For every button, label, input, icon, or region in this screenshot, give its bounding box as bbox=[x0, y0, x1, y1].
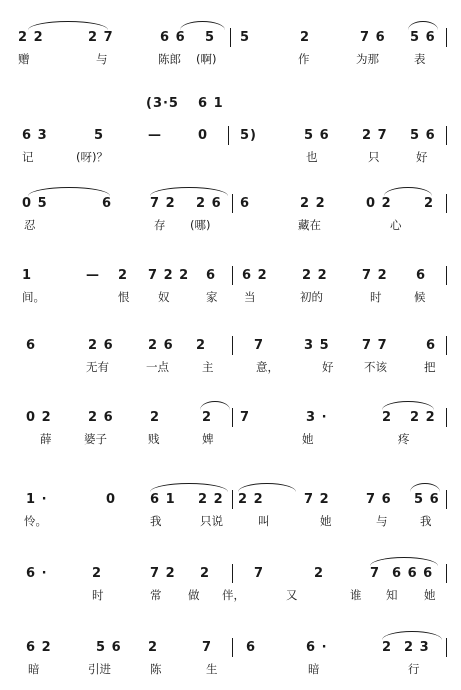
score-line bbox=[0, 492, 461, 552]
note-group: 2 6 bbox=[148, 338, 174, 353]
slur bbox=[150, 187, 228, 196]
note-group: 6 bbox=[206, 268, 217, 283]
lyric: 为那 bbox=[356, 52, 379, 66]
note-group: 6 bbox=[102, 196, 113, 211]
note-group: 6 2 bbox=[26, 640, 52, 655]
note-group: 2 7 bbox=[362, 128, 388, 143]
note-group: 2 2 bbox=[18, 30, 44, 45]
lyric: 时 bbox=[370, 290, 382, 304]
note-group: 0 5 bbox=[22, 196, 48, 211]
note-group: 6 6 bbox=[160, 30, 186, 45]
note-group: 7 bbox=[202, 640, 213, 655]
note-group: 2 2 bbox=[238, 492, 264, 507]
lyric: 记 bbox=[22, 150, 34, 164]
score-line bbox=[0, 268, 461, 328]
note-group: 0 2 bbox=[26, 410, 52, 425]
score-line bbox=[0, 566, 461, 626]
note-group: 7 2 bbox=[150, 196, 176, 211]
lyric: 藏在 bbox=[298, 218, 321, 232]
lyric: 薛 bbox=[40, 432, 52, 446]
note-group: 2 bbox=[118, 268, 129, 283]
note-group: 5 6 bbox=[304, 128, 330, 143]
lyric: 间。 bbox=[22, 290, 45, 304]
score-line bbox=[0, 338, 461, 398]
lyric: 恨 bbox=[118, 290, 130, 304]
lyric: 一点 bbox=[146, 360, 169, 374]
lyric: 常 bbox=[150, 588, 162, 602]
lyric: 只 bbox=[368, 150, 380, 164]
lyric: 存 bbox=[154, 218, 166, 232]
lyric: 陈郎 bbox=[158, 52, 181, 66]
score-line bbox=[0, 196, 461, 256]
lyric: 只说 bbox=[200, 514, 223, 528]
lyric: 疼 bbox=[398, 432, 410, 446]
note-group: 2 7 bbox=[88, 30, 114, 45]
note-group: 6 bbox=[246, 640, 257, 655]
note-group: 2 bbox=[314, 566, 325, 581]
lyric: 与 bbox=[376, 514, 388, 528]
lyric: (啊) bbox=[196, 52, 217, 66]
note-group: 5 bbox=[94, 128, 105, 143]
note-group: 2 bbox=[382, 640, 393, 655]
bar-line bbox=[232, 336, 233, 355]
note-group: 3 5 bbox=[304, 338, 330, 353]
note-group: 2 3 bbox=[404, 640, 430, 655]
lyric: 意， bbox=[256, 360, 279, 374]
lyric: 当 bbox=[244, 290, 256, 304]
note-group: 1 · bbox=[26, 492, 48, 507]
note-group: 6 bbox=[426, 338, 437, 353]
lyric: 谁 bbox=[350, 588, 362, 602]
score-line bbox=[0, 128, 461, 188]
lyric: 伴， bbox=[222, 588, 245, 602]
lyric: 也 bbox=[306, 150, 318, 164]
slur bbox=[180, 21, 225, 30]
bar-line bbox=[446, 490, 447, 509]
bar-line bbox=[232, 266, 233, 285]
lyric: (呀)？ bbox=[76, 150, 108, 164]
score-line bbox=[0, 30, 461, 90]
bar-line bbox=[446, 194, 447, 213]
note-group: 7 bbox=[240, 410, 251, 425]
lyric: 表 bbox=[414, 52, 426, 66]
lyric: 初的 bbox=[300, 290, 323, 304]
note-group: 2 6 bbox=[196, 196, 222, 211]
note-group: 7 2 bbox=[150, 566, 176, 581]
note-group: 5 6 bbox=[414, 492, 440, 507]
lyric: 心 bbox=[390, 218, 402, 232]
slur bbox=[28, 21, 108, 30]
lyric: 忍 bbox=[24, 218, 36, 232]
note-group: 6 bbox=[416, 268, 427, 283]
note-group: 2 bbox=[150, 410, 161, 425]
slur bbox=[238, 483, 296, 492]
bar-line bbox=[232, 408, 233, 427]
lyric: 候 bbox=[414, 290, 426, 304]
note-group: 5 6 bbox=[410, 30, 436, 45]
lyric: 我 bbox=[150, 514, 162, 528]
note-group: 6 bbox=[240, 196, 251, 211]
score-line bbox=[0, 640, 461, 690]
note-group: 7 2 bbox=[362, 268, 388, 283]
bar-line bbox=[446, 408, 447, 427]
slur bbox=[382, 401, 434, 410]
lyric: 家 bbox=[206, 290, 218, 304]
slur bbox=[408, 21, 438, 30]
note-group: (3·5 bbox=[146, 96, 179, 111]
lyric: 生 bbox=[206, 662, 218, 676]
score-line bbox=[0, 410, 461, 470]
note-group: 2 bbox=[202, 410, 213, 425]
note-group: 6 1 bbox=[198, 96, 224, 111]
lyric: 贱 bbox=[148, 432, 160, 446]
bar-line bbox=[230, 28, 231, 47]
lyric: 引进 bbox=[88, 662, 111, 676]
lyric: 做 bbox=[188, 588, 200, 602]
bar-line bbox=[446, 638, 447, 657]
lyric: 她 bbox=[302, 432, 314, 446]
note-group: 0 bbox=[106, 492, 117, 507]
lyric: 叫 bbox=[258, 514, 270, 528]
note-group: 2 2 bbox=[410, 410, 436, 425]
lyric: 婆子 bbox=[84, 432, 107, 446]
note-group: 2 bbox=[382, 410, 393, 425]
slur bbox=[382, 631, 442, 640]
note-group: 5 bbox=[240, 30, 251, 45]
slur bbox=[150, 483, 228, 492]
lyric: 暗 bbox=[28, 662, 40, 676]
bar-line bbox=[232, 638, 233, 657]
note-group: 6 · bbox=[306, 640, 328, 655]
lyric: 行 bbox=[408, 662, 420, 676]
note-group: 7 bbox=[370, 566, 381, 581]
note-group: 2 bbox=[196, 338, 207, 353]
note-group: 2 6 bbox=[88, 410, 114, 425]
note-group: 6 · bbox=[26, 566, 48, 581]
bar-line bbox=[232, 564, 233, 583]
lyric: 奴 bbox=[158, 290, 170, 304]
note-group: 5) bbox=[240, 128, 257, 143]
note-group: 5 6 bbox=[96, 640, 122, 655]
lyric: 把 bbox=[424, 360, 436, 374]
slur bbox=[410, 483, 440, 492]
note-group: 0 bbox=[198, 128, 209, 143]
bar-line bbox=[446, 564, 447, 583]
lyric: 无有 bbox=[86, 360, 109, 374]
note-group: 5 6 bbox=[410, 128, 436, 143]
bar-line bbox=[446, 336, 447, 355]
note-group: — bbox=[148, 128, 162, 143]
slur bbox=[370, 557, 438, 566]
note-group: 2 2 bbox=[302, 268, 328, 283]
note-group: 7 bbox=[254, 566, 265, 581]
lyric: 赠 bbox=[18, 52, 30, 66]
note-group: 2 bbox=[424, 196, 435, 211]
note-group: 3 · bbox=[306, 410, 328, 425]
slur bbox=[28, 187, 110, 196]
lyric: 婢 bbox=[202, 432, 214, 446]
lyric: 不该 bbox=[364, 360, 387, 374]
lyric: 作 bbox=[298, 52, 310, 66]
slur bbox=[200, 401, 230, 410]
lyric: 我 bbox=[420, 514, 432, 528]
note-group: 2 bbox=[148, 640, 159, 655]
lyric: 她 bbox=[424, 588, 436, 602]
note-group: 6 3 bbox=[22, 128, 48, 143]
lyric: 又 bbox=[286, 588, 298, 602]
note-group: 6 2 bbox=[242, 268, 268, 283]
note-group: 7 2 bbox=[304, 492, 330, 507]
lyric: 与 bbox=[96, 52, 108, 66]
note-group: 7 2 2 bbox=[148, 268, 190, 283]
lyric: 怜。 bbox=[24, 514, 47, 528]
slur bbox=[384, 187, 432, 196]
note-group: 2 bbox=[200, 566, 211, 581]
note-group: 1 bbox=[22, 268, 33, 283]
lyric: 知 bbox=[386, 588, 398, 602]
lyric: (哪) bbox=[190, 218, 211, 232]
note-group: 6 1 bbox=[150, 492, 176, 507]
note-group: 7 bbox=[254, 338, 265, 353]
note-group: 2 bbox=[300, 30, 311, 45]
bar-line bbox=[446, 28, 447, 47]
lyric: 好 bbox=[416, 150, 428, 164]
note-group: 7 6 bbox=[366, 492, 392, 507]
bar-line bbox=[232, 490, 233, 509]
note-group: 6 bbox=[26, 338, 37, 353]
note-group: 6 6 6 bbox=[392, 566, 434, 581]
note-group: 2 bbox=[92, 566, 103, 581]
lyric: 陈 bbox=[150, 662, 162, 676]
lyric: 主 bbox=[202, 360, 214, 374]
note-group: — bbox=[86, 268, 100, 283]
bar-line bbox=[232, 194, 233, 213]
bar-line bbox=[228, 126, 229, 145]
note-group: 7 7 bbox=[362, 338, 388, 353]
lyric: 时 bbox=[92, 588, 104, 602]
note-group: 2 2 bbox=[198, 492, 224, 507]
note-group: 7 6 bbox=[360, 30, 386, 45]
lyric: 好 bbox=[322, 360, 334, 374]
note-group: 2 2 bbox=[300, 196, 326, 211]
note-group: 0 2 bbox=[366, 196, 392, 211]
note-group: 5 bbox=[205, 30, 216, 45]
lyric: 暗 bbox=[308, 662, 320, 676]
bar-line bbox=[446, 126, 447, 145]
note-group: 2 6 bbox=[88, 338, 114, 353]
bar-line bbox=[446, 266, 447, 285]
lyric: 她 bbox=[320, 514, 332, 528]
